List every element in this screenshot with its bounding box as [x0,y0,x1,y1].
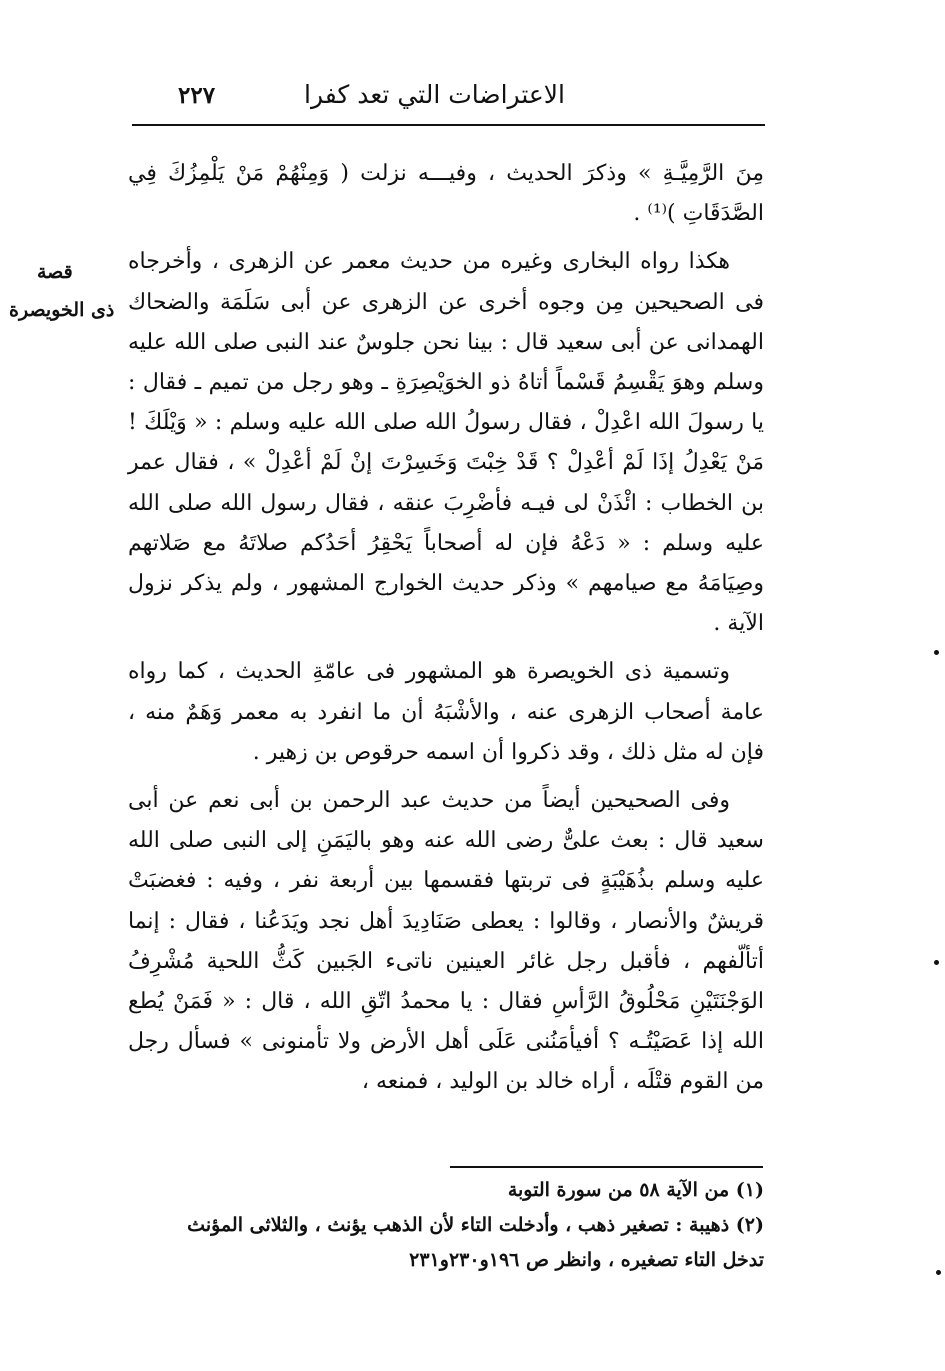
footnote-rule [450,1166,763,1168]
page-number: ٢٢٧ [178,82,216,109]
footnote-1: (١) من الآية ٥٨ من سورة التوبة [507,1179,764,1201]
paragraph-4: وفى الصحيحين أيضاً من حديث عبد الرحمن بن أبى نعم عن أبى سعيد قال : بعث علىٌّ رضى الله عنه وهو باليَمَنِ إلى النبى صلى الله عليه وسلم بذُهَيْبَةٍ فى تربتها فقسمها بين أربعة نفر ، وفيه : فغضبَتْ قريشٌ والأنصار ، وقالوا : يعطى صَنَادِيدَ أهل نجد ويَدَعُنا ، فقال : إنما أتألّفهم ، فأقبل رجل غائر العينين ناتىء الجَبين كَثُّ اللحية مُشْرِفُ الوَجْنَتَيْنِ مَحْلُوقُ الرَّأسِ فقال : يا محمدُ اتّقِ الله ، قال : « فَمَنْ يُطع الله إذا عَصَيْتُـه ؟ أفيأمَنُنى عَلَى أهل الأرض ولا تأمنونى » فسأل رجل من القوم قتْلَه ، أراه خالد بن الوليد ، فمنعه ، [128,788,764,1095]
scan-mark [934,650,939,655]
scan-mark [936,1270,941,1275]
paragraph-3: وتسمية ذى الخويصرة هو المشهور فى عامّةِ الحديث ، كما رواه عامة أصحاب الزهرى عنه ، والأشْبَهُ أن ما انفرد به معمر وَهَمٌ منه ، فإن له مثل ذلك ، وقد ذكروا أن اسمه حرقوص بن زهير . [128,659,764,765]
footnote-2-continuation: تدخل التاء تصغيره ، وانظر ص ١٩٦و٢٣٠و٢٣١ [409,1249,764,1271]
margin-note-line-2: ذى الخويصرة [9,299,115,321]
scan-mark [934,960,939,965]
footnotes [128,1174,764,1277]
footnote-2: (٢) ذهيبة : تصغير ذهب ، وأدخلت التاء لأن الذهب يؤنث ، والثلاثى المؤنث [187,1214,764,1236]
header-title: الاعتراضات التي تعد كفرا [304,80,565,109]
margin-note-line-1: قصة [37,261,73,283]
paragraph-1: مِنَ الرَّمِيَّـةِ » وذكرَ الحديث ، وفيـــه نزلت ( وَمِنْهُمْ مَنْ يَلْمِزُكَ فِي الصَّدَقَاتِ )⁽¹⁾ . [128,161,764,227]
paragraph-2: هكذا رواه البخارى وغيره من حديث معمر عن الزهرى ، وأخرجاه فى الصحيحين مِن وجوه أخرى عن الزهرى عن أبى سَلَمَة والضحاك الهمدانى عن أبى سعيد قال : بينا نحن جلوسٌ عند النبى صلى الله عليه وسلم وهوَ يَقْسِمُ قَسْماً أتاهُ ذو الخوَيْصِرَةِ ـ وهو رجل من تميم ـ فقال : يا رسولَ الله اعْدِلْ ، فقال رسولُ الله صلى الله عليه وسلم : « وَيْلَكَ ! مَنْ يَعْدِلُ إذَا لَمْ أعْدِلْ ؟ قَدْ خِبْتَ وَخَسِرْتَ إنْ لَمْ أعْدِلْ » ، فقال عمر بن الخطاب : ائْذَنْ لى فيـه فأضْرِبَ عنقه ، فقال رسول الله صلى الله عليه وسلم : « دَعْهُ فإن له أصحاباً يَحْقِرُ أحَدُكم صلاتَهُ مع صَلاتهم وصِيَامَهُ مع صيامهم » وذكر حديث الخوارج المشهور ، ولم يذكر نزول الآية . [128,249,764,637]
main-text [128,154,764,1111]
header-rule [132,124,765,126]
running-header [130,72,765,122]
margin-note [9,253,119,329]
